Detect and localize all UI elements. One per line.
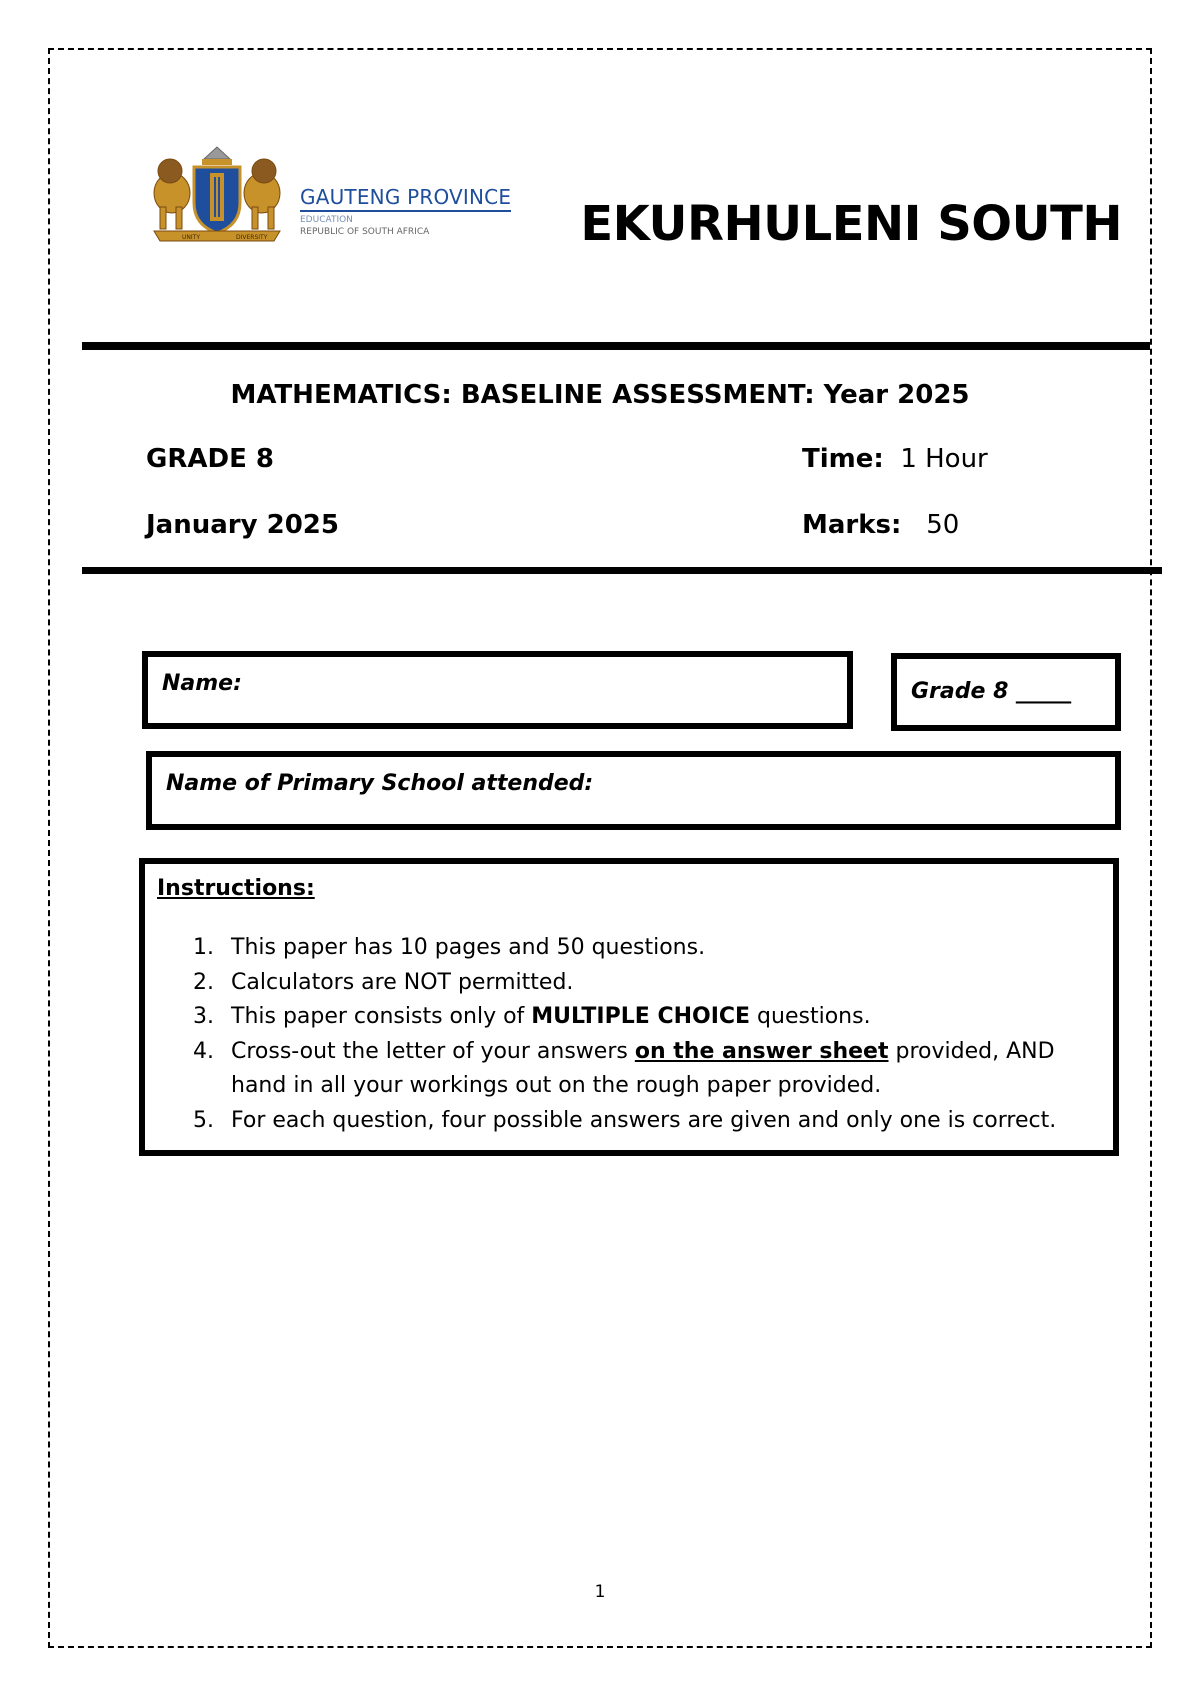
page-border bbox=[48, 48, 1152, 1648]
district-title: EKURHULENI SOUTH bbox=[580, 196, 1122, 252]
logo-department: EDUCATION bbox=[300, 215, 353, 225]
time-label: Time: bbox=[802, 444, 884, 474]
left-lion-icon bbox=[154, 159, 190, 229]
instruction-item: 1. This paper has 10 pages and 50 questions. bbox=[193, 935, 706, 960]
instructions-title: Instructions: bbox=[157, 876, 315, 901]
instructions-box bbox=[139, 858, 1119, 1156]
motto-left: UNITY bbox=[182, 234, 200, 241]
marks-value: 50 bbox=[926, 510, 960, 540]
instructions-list bbox=[157, 931, 1113, 1138]
logo-country: REPUBLIC OF SOUTH AFRICA bbox=[300, 227, 430, 237]
grade-field[interactable] bbox=[891, 653, 1121, 731]
logo-province: GAUTENG PROVINCE bbox=[300, 185, 511, 212]
subject-title: MATHEMATICS: BASELINE ASSESSMENT: Year 2025 bbox=[230, 380, 970, 410]
crest-icon bbox=[202, 147, 232, 165]
right-lion-icon bbox=[244, 159, 280, 229]
time-row bbox=[802, 444, 988, 474]
page-number: 1 bbox=[594, 1582, 606, 1602]
instruction-item: 5. For each question, four possible answers are given and only one is correct. bbox=[193, 1107, 1057, 1133]
marks-label: Marks: bbox=[802, 510, 902, 540]
bottom-rule bbox=[82, 567, 1162, 574]
motto-right: DIVERSITY bbox=[236, 234, 268, 241]
instruction-item: 2. Calculators are NOT permitted. bbox=[193, 969, 574, 995]
name-label: Name: bbox=[162, 671, 242, 696]
name-field[interactable] bbox=[142, 651, 853, 729]
shield-icon bbox=[194, 167, 240, 233]
motto-ribbon bbox=[154, 231, 280, 241]
grade-field-label: Grade 8 _____ bbox=[911, 679, 1072, 704]
instruction-item: 3. This paper consists only of MULTIPLE CHOICE questions. bbox=[193, 1004, 871, 1029]
grade-label: GRADE 8 bbox=[146, 444, 274, 474]
primary-school-field[interactable] bbox=[146, 751, 1121, 830]
primary-school-label: Name of Primary School attended: bbox=[166, 771, 594, 796]
time-value: 1 Hour bbox=[900, 444, 988, 474]
date-label: January 2025 bbox=[146, 510, 339, 540]
instruction-item: 4. Cross-out the letter of your answers on the answer sheet provided, AND hand in all your workings out on the rough paper provided. bbox=[193, 1038, 1055, 1098]
top-rule bbox=[82, 342, 1150, 350]
marks-row bbox=[802, 510, 959, 540]
logo-text-block bbox=[300, 185, 511, 238]
